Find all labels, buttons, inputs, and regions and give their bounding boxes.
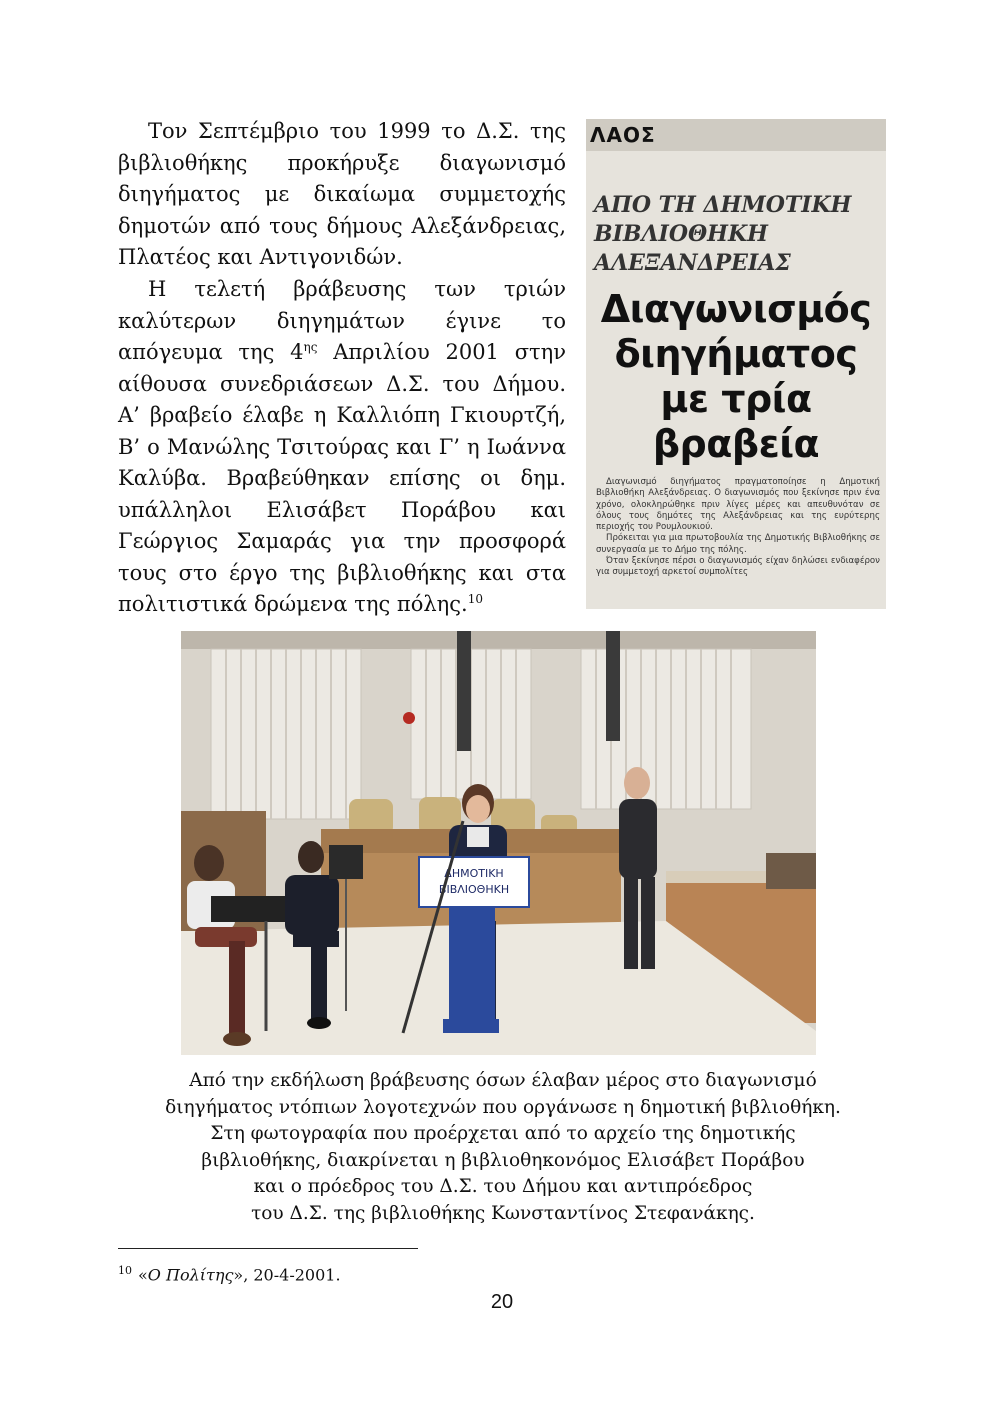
caption-line: Στη φωτογραφία που προέρχεται από το αρχείο της δημοτικής xyxy=(210,1123,796,1144)
paragraph-ceremony-part2: Απριλίου 2001 στην αίθουσα συνεδριάσεων Δ.Σ. του Δήμου. Α’ βραβείο έλαβε η Καλλιόπη Γκιουρτζή, Β’ ο Μανώλης Τσιτούρας και Γ’ η Ιωάννα Καλύβα. Βραβεύθηκαν επίσης οι δημ. υπάλληλοι Ελισάβετ Πoράβου και Γεώργιος Σαμαράς για την προσφορά τους στο έργο της βιβλιοθήκης και στα πολιτιστικά δρώμενα της πόλης. xyxy=(118,340,566,616)
clipping-masthead: ΛΑΟΣ xyxy=(590,123,656,147)
podium-sign-line1: ΔΗΜΟΤΙΚΗ xyxy=(444,867,504,880)
clipping-headline-line: διηγήματος xyxy=(614,332,858,376)
caption-line: διηγήματος ντόπιων λογοτεχνών που οργάνωσε η δημοτική βιβλιοθήκη. xyxy=(165,1096,841,1118)
event-photograph xyxy=(181,631,816,1055)
caption-line: και ο πρόεδρος του Δ.Σ. του Δήμου και αντιπρόεδρος xyxy=(253,1176,753,1197)
clipping-article-text xyxy=(596,477,880,579)
clipping-kicker xyxy=(594,191,884,278)
paragraph-ceremony xyxy=(118,274,566,621)
clipping-headline-line: Διαγωνισμός xyxy=(600,287,872,331)
clipping-article-paragraph: Διαγωνισμό διηγήματος πραγματοποίησε η Δημοτική Βιβλιοθήκη Αλεξάνδρειας. Ο διαγωνισμός που ξεκίνησε πριν ένα χρόνο, ολοκληρώθηκε πριν λίγες μέρες και απευθυνόταν σε όλους τους δημότες της Αλεξάνδρειας και της ευρύτερης περιοχής του Ρουμλουκιού. xyxy=(596,477,880,533)
paragraph-ceremony-part1: Η τελετή βράβευσης των τριών καλύτερων διηγημάτων έγινε το απόγευμα της 4 xyxy=(118,277,566,364)
clipping-article-paragraph: Πρόκειται για μια πρωτοβουλία της Δημοτικής Βιβλιοθήκης σε συνεργασία με το Δήμο της πόλης. xyxy=(596,533,880,555)
footnote-reference: 10 xyxy=(467,592,483,606)
clipping-headline-line: βραβεία xyxy=(652,422,820,466)
footnote xyxy=(118,1264,341,1284)
clipping-article-paragraph: Όταν ξεκίνησε πέρσι ο διαγωνισμός είχαν δηλώσει ενδιαφέρον για συμμετοχή αρκετοί συμπολίτες xyxy=(596,556,880,578)
clipping-headline-line: με τρία xyxy=(660,377,812,421)
ordinal-superscript: ης xyxy=(303,340,318,354)
caption-line: Από την εκδήλωση βράβευσης όσων έλαβαν μέρος στο διαγωνισμό xyxy=(189,1070,817,1091)
caption-line: βιβλιοθήκης, διακρίνεται η βιβλιοθηκονόμος Ελισάβετ Πoράβου xyxy=(201,1149,805,1171)
paragraph-competition: Τον Σεπτέμβριο του 1999 το Δ.Σ. της βιβλιοθήκης προκήρυξε διαγωνισμό διηγήματος με δικαίωμα συμμετοχής δημοτών από τους δήμους Αλεξάνδρειας, Πλατέος και Αντιγονιδών. xyxy=(118,119,566,269)
footnote-open-quote: « xyxy=(138,1265,148,1285)
clipping-kicker-line: ΒΙΒΛΙΟΘΗΚΗ xyxy=(594,221,768,247)
photo-caption xyxy=(100,1068,906,1227)
footnote-number: 10 xyxy=(118,1264,132,1277)
clipping-kicker-line: ΑΠΟ ΤΗ ΔΗΜΟΤΙΚΗ xyxy=(594,192,852,218)
page-number: 20 xyxy=(490,1291,514,1313)
footnote-rule xyxy=(118,1248,418,1249)
newspaper-clipping xyxy=(586,119,886,609)
footnote-source-title: Ο Πολίτης xyxy=(147,1265,234,1285)
podium-sign-line2: ΒΙΒΛΙΟΘΗΚΗ xyxy=(438,883,510,896)
clipping-kicker-line: ΑΛΕΞΑΝΔΡΕΙΑΣ xyxy=(594,250,791,276)
clipping-headline xyxy=(586,287,886,467)
footnote-source-date: », 20-4-2001. xyxy=(233,1265,341,1285)
caption-line: του Δ.Σ. της βιβλιοθήκης Κωνσταντίνος Στεφανάκης. xyxy=(251,1202,755,1224)
